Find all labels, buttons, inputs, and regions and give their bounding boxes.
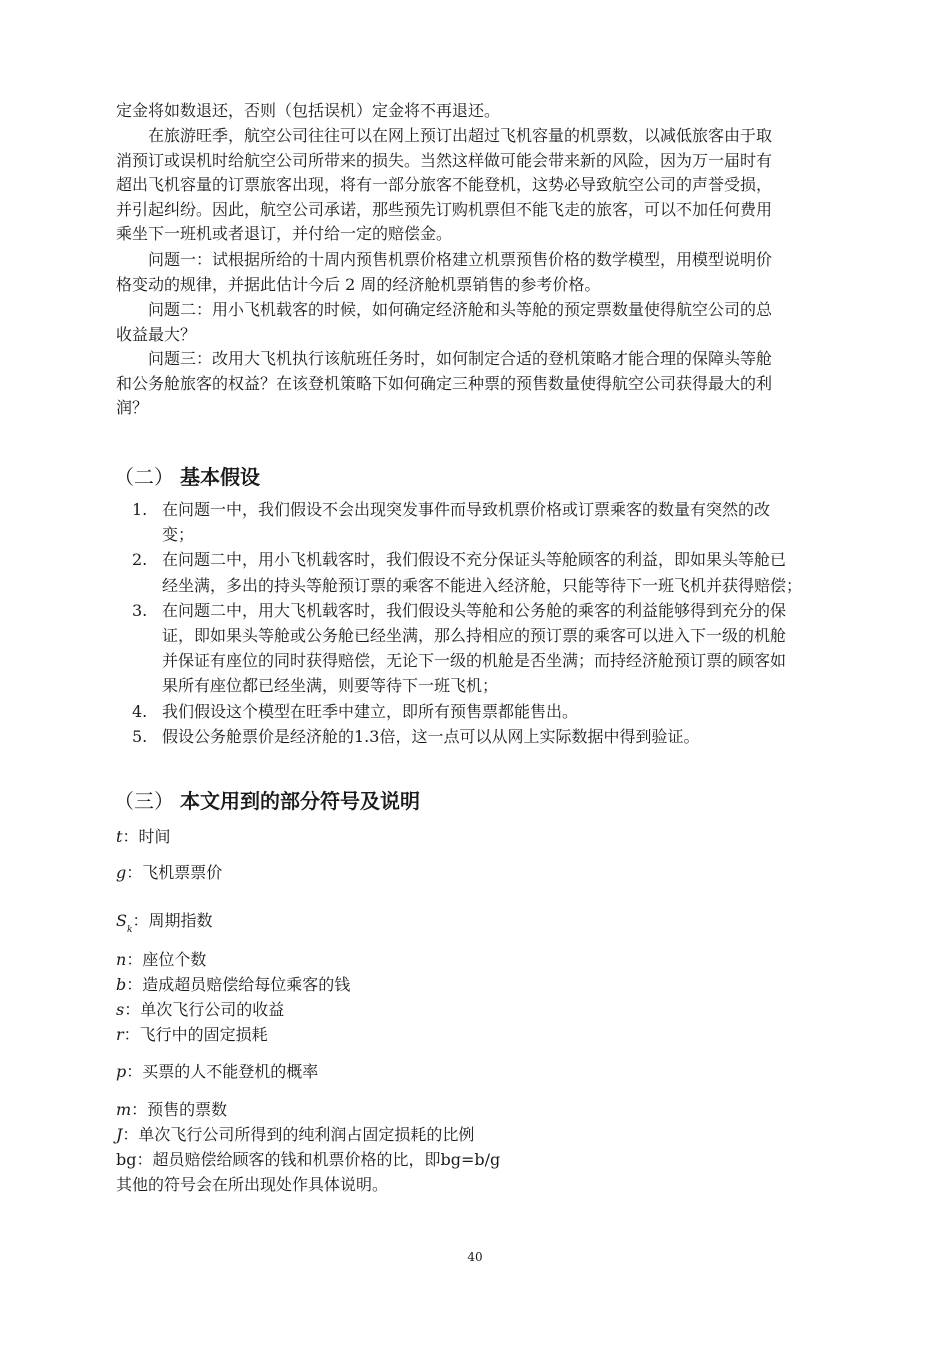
section-heading-symbols xyxy=(114,785,420,814)
symbol-variable: g xyxy=(116,863,127,882)
list-number: 3. xyxy=(132,600,148,620)
list-item xyxy=(130,598,842,699)
text-line: 并引起纠纷。因此，航空公司承诺，那些预先订购机票但不能飞走的旅客，可以不加任何费用 xyxy=(116,199,773,219)
text-line: 乘坐下一班机或者退订，并付给一定的赔偿金。 xyxy=(116,224,453,243)
symbol-entry-bg xyxy=(116,1147,500,1170)
list-number: 2. xyxy=(132,550,148,570)
symbol-entry-s xyxy=(116,997,284,1020)
symbol-variable: n xyxy=(116,950,127,969)
page-number: 40 xyxy=(467,1250,483,1264)
symbol-variable: m xyxy=(116,1100,132,1119)
text-line: 在问题二中，用大飞机载客时，我们假设头等舱和公务舱的乘客的利益能够得到充分的保 xyxy=(162,600,787,620)
text-line: 在问题一中，我们假设不会出现突发事件而导致机票价格或订票乘客的数量有突然的改 xyxy=(162,500,771,519)
text-line: 证，即如果头等舱或公务舱已经坐满，那么持相应的预订票的乘客可以进入下一级的机舱 xyxy=(162,626,787,646)
symbol-variable: p xyxy=(116,1062,127,1081)
symbol-description: ：座位个数 xyxy=(126,950,207,969)
symbol-description: ：周期指数 xyxy=(132,911,213,930)
paragraph-question-1 xyxy=(116,248,840,297)
assumption-list xyxy=(130,497,842,749)
symbol-entry-m xyxy=(116,1097,227,1120)
symbol-variable: J xyxy=(116,1125,123,1144)
text-line: 在问题二中，用小飞机载客时，我们假设不充分保证头等舱顾客的利益，即如果头等舱已 xyxy=(162,550,787,570)
symbol-variable: t xyxy=(116,827,123,846)
symbol-variable: s xyxy=(116,1000,125,1019)
symbol-description: ：飞机票票价 xyxy=(126,863,223,882)
symbol-description: ：造成超员赔偿给每位乘客的钱 xyxy=(126,975,351,994)
list-item xyxy=(130,699,842,724)
section-heading-assumptions xyxy=(114,461,260,490)
list-item xyxy=(130,547,842,597)
text-line: 超出飞机容量的订票旅客出现，将有一部分旅客不能登机，这势必导致航空公司的声誉受损， xyxy=(116,175,773,194)
symbol-description: ：单次飞行公司所得到的纯利润占固定损耗的比例 xyxy=(122,1125,475,1144)
symbol-entry-b xyxy=(116,972,350,995)
text-line: 收益最大？ xyxy=(116,324,197,344)
text-line: 和公务舱旅客的权益？在该登机策略下如何确定三种票的预售数量使得航空公司获得最大的利 xyxy=(116,373,773,393)
symbol-variable: r xyxy=(116,1025,124,1044)
text-line: 定金将如数退还，否则（包括误机）定金将不再退还。 xyxy=(116,101,501,120)
symbol-entry-j xyxy=(116,1122,474,1145)
text-line: 润？ xyxy=(116,398,149,417)
text-line: 在旅游旺季，航空公司往往可以在网上预订出超过飞机容量的机票数，以减低旅客由于取 xyxy=(148,126,773,145)
symbol-variable: S xyxy=(116,911,127,930)
symbol-variable: b xyxy=(116,975,127,994)
symbol-description: ：飞行中的固定损耗 xyxy=(123,1025,268,1044)
symbol-description: ：单次飞行公司的收益 xyxy=(124,1000,285,1019)
text-line: 并保证有座位的同时获得赔偿，无论下一级的机舱是否坐满；而持经济舱预订票的顾客如 xyxy=(162,651,787,671)
symbol-entry-r xyxy=(116,1022,268,1045)
text-line: 问题二：用小飞机载客的时候，如何确定经济舱和头等舱的预定票数量使得航空公司的总 xyxy=(148,300,773,319)
symbol-entry-sk xyxy=(116,908,212,935)
paragraph-overbooking xyxy=(116,124,840,247)
paragraph-question-3 xyxy=(116,347,840,421)
text-line: 假设公务舱票价是经济舱的1.3倍，这一点可以从网上实际数据中得到验证。 xyxy=(162,726,700,746)
list-number: 5. xyxy=(132,726,148,746)
text-line: 其他的符号会在所出现处作具体说明。 xyxy=(116,1175,389,1194)
section-title: 基本假设 xyxy=(180,465,260,489)
symbol-entry-g xyxy=(116,860,222,883)
list-number: 1. xyxy=(132,500,148,519)
text-line: 我们假设这个模型在旺季中建立，即所有预售票都能售出。 xyxy=(162,701,579,721)
paragraph-deposit xyxy=(116,99,840,124)
list-number: 4. xyxy=(132,701,148,721)
list-item xyxy=(130,724,842,749)
text-line: 果所有座位都已经坐满，则要等待下一班飞机； xyxy=(162,676,499,696)
section-number: （二） xyxy=(114,465,174,489)
closing-note xyxy=(116,1172,388,1195)
section-title: 本文用到的部分符号及说明 xyxy=(180,789,420,813)
text-line: 经坐满，多出的持头等舱预订票的乘客不能进入经济舱，只能等待下一班飞机并获得赔偿； xyxy=(162,575,803,595)
text-line: 格变动的规律，并据此估计今后 2 周的经济舱机票销售的参考价格。 xyxy=(116,274,601,294)
list-item xyxy=(130,497,842,547)
symbol-entry-n xyxy=(116,947,206,970)
symbol-entry-p xyxy=(116,1059,318,1082)
symbol-entry-t xyxy=(116,824,170,847)
text-line: 变； xyxy=(162,525,195,545)
text-line: 问题一：试根据所给的十周内预售机票价格建立机票预售价格的数学模型，用模型说明价 xyxy=(148,250,773,269)
paragraph-question-2 xyxy=(116,298,840,347)
symbol-description: ：时间 xyxy=(122,827,171,846)
text-line: 问题三：改用大飞机执行该航班任务时，如何制定合适的登机策略才能合理的保障头等舱 xyxy=(148,349,773,368)
section-number: （三） xyxy=(114,789,174,813)
symbol-description: bg：超员赔偿给顾客的钱和机票价格的比，即bg=b/g xyxy=(116,1150,501,1169)
symbol-subscript: k xyxy=(126,925,133,935)
symbol-description: ：买票的人不能登机的概率 xyxy=(126,1062,319,1081)
text-line: 消预订或误机时给航空公司所带来的损失。当然这样做可能会带来新的风险，因为万一届时有 xyxy=(116,150,773,170)
symbol-description: ：预售的票数 xyxy=(131,1100,228,1119)
